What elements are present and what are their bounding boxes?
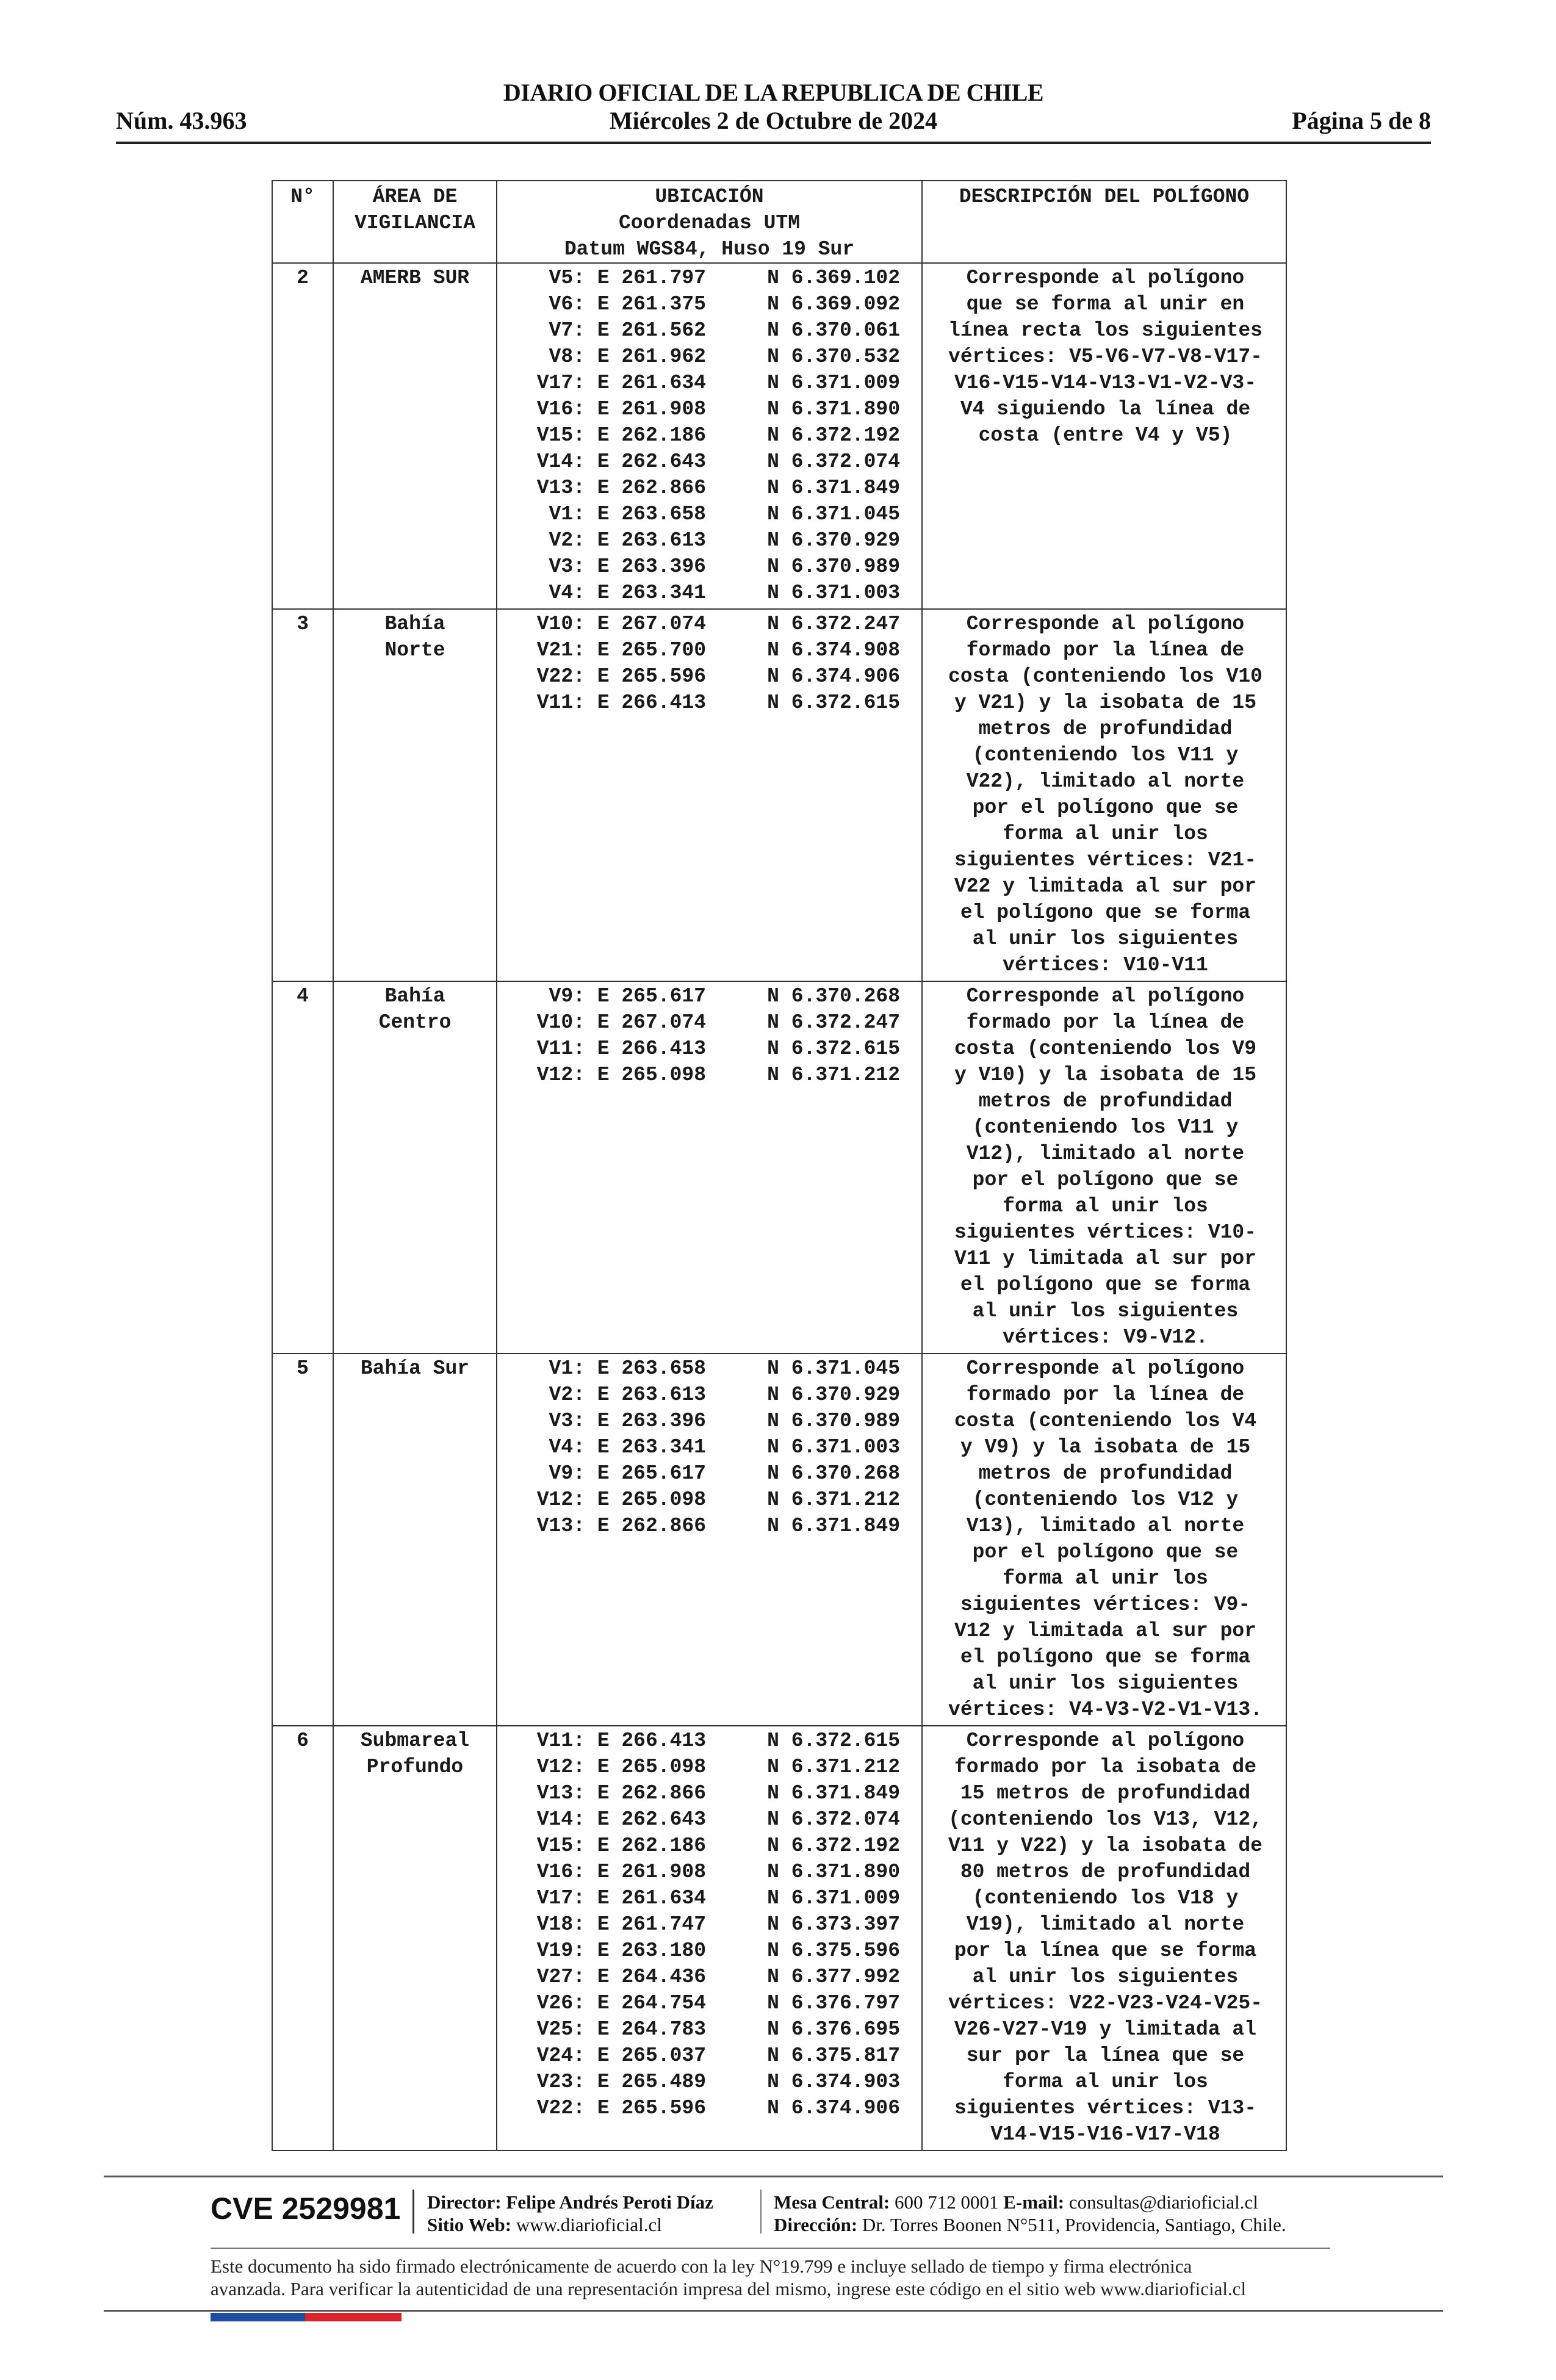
vertex-easting: V14: E 262.643 [536,450,706,473]
vertex-easting: V15: E 262.186 [536,424,706,447]
vertex-northing: N 6.370.929 [767,529,900,552]
vertex-easting: V27: E 264.436 [536,1966,706,1988]
cve-code: CVE 2529981 [211,2191,401,2226]
description-line: Corresponde al polígono [966,1729,1245,1752]
vertex-coordinates [497,609,922,981]
description-line: formado por la línea de [966,639,1245,662]
page-number: Página 5 de 8 [1292,107,1431,134]
description-line: V26-V27-V19 y limitada al [954,2018,1257,2041]
vertex-row [501,1990,918,2016]
table-row [272,609,1286,981]
vertex-northing: N 6.371.849 [767,1515,900,1537]
vertex-northing: N 6.374.906 [767,2097,900,2119]
description-line: vértices: V5-V6-V7-V8-V17- [948,345,1262,368]
vertex-row [501,501,918,527]
email-link[interactable]: consultas@diarioficial.cl [1068,2191,1258,2213]
vertex-northing: N 6.371.890 [767,398,900,420]
vertex-northing: N 6.372.192 [767,424,900,447]
vertex-easting: V26: E 264.754 [536,1992,706,2014]
description-line: forma al unir los [1003,1195,1208,1217]
footer-mid-rule [211,2248,1330,2249]
vertex-northing: N 6.371.212 [767,1488,900,1511]
flag-stripe-blue [211,2313,305,2321]
row-number: 6 [272,1726,333,2151]
legal-notice [211,2255,1370,2300]
vertex-row [501,983,918,1009]
description-line: al unir los siguientes [972,1966,1239,1988]
vertex-row [501,449,918,475]
vertex-easting: V5: E 261.797 [549,267,706,289]
vertex-northing: N 6.369.092 [767,293,900,316]
description-line: por el polígono que se [972,1541,1239,1563]
vertex-row [501,370,918,396]
vertex-row [501,1009,918,1036]
vertex-easting: V19: E 263.180 [536,1939,706,1962]
description-line: formado por la línea de [966,1383,1245,1406]
vertex-easting: V23: E 265.489 [536,2071,706,2093]
description-line: vértices: V22-V23-V24-V25- [948,1992,1262,2014]
vertex-row [501,1780,918,1806]
description-line: forma al unir los [1003,1567,1208,1590]
vertex-easting: V9: E 265.617 [549,985,706,1008]
vertex-easting: V4: E 263.341 [549,1436,706,1459]
vertex-northing: N 6.371.009 [767,372,900,394]
description-line: V11 y V22) y la isobata de [948,1834,1262,1857]
table-row [272,1354,1286,1726]
description-line: (conteniendo los V11 y [972,744,1239,766]
description-line: costa (conteniendo los V4 [954,1410,1257,1432]
vertex-northing: N 6.372.615 [767,1729,900,1752]
vertex-northing: N 6.371.045 [767,503,900,525]
vertex-northing: N 6.371.849 [767,477,900,499]
legal-line: avanzada. Para verificar la autenticidad de una representación impresa del mismo, ingrese este código en el sitio web www.diarioficial.cl [211,2278,1247,2299]
area-name [333,263,497,609]
vertex-northing: N 6.370.268 [767,985,900,1008]
area-name [333,1726,497,2151]
vertex-row [501,1062,918,1088]
description-line: V14-V15-V16-V17-V18 [990,2123,1220,2146]
vertex-row [501,2043,918,2069]
vertex-coordinates [497,263,922,609]
description-line: metros de profundidad [978,1462,1233,1485]
vertex-row [501,344,918,370]
row-number: 2 [272,263,333,609]
director-name: Felipe Andrés Peroti Díaz [506,2191,713,2213]
header-n: N° [272,181,333,263]
vertex-row [501,611,918,637]
description-line: (conteniendo los V12 y [972,1488,1239,1511]
vertex-row [501,1754,918,1780]
vertex-northing: N 6.370.268 [767,1462,900,1485]
vertex-easting: V3: E 263.396 [549,1410,706,1432]
vertex-northing: N 6.370.532 [767,345,900,368]
description-line: costa (conteniendo los V9 [954,1037,1257,1060]
site-link[interactable]: www.diarioficial.cl [516,2214,662,2235]
vertex-northing: N 6.371.003 [767,582,900,604]
vertex-northing: N 6.372.074 [767,1808,900,1831]
description-line: 80 metros de profundidad [960,1861,1251,1883]
description-line: por el polígono que se [972,796,1239,819]
vertex-row [501,690,918,716]
vertex-easting: V3: E 263.396 [549,555,706,578]
description-line: al unir los siguientes [972,1672,1239,1695]
area-name [333,1354,497,1726]
description-line: línea recta los siguientes [948,319,1262,342]
description-line: V22), limitado al norte [966,770,1245,793]
description-line: V12), limitado al norte [966,1142,1245,1165]
header-area-line: ÁREA DE [372,186,458,208]
row-number: 3 [272,609,333,981]
description-line: forma al unir los [1003,2071,1208,2093]
header-ubicacion-line: UBICACIÓN [655,186,764,208]
footer-separator [412,2190,414,2234]
vertex-row [501,554,918,580]
vertex-easting: V17: E 261.634 [536,1887,706,1909]
vertex-northing: N 6.374.903 [767,2071,900,2093]
description-line: siguientes vértices: V13- [954,2097,1257,2119]
vertex-northing: N 6.371.890 [767,1861,900,1883]
vertex-row [501,396,918,422]
site-label: Sitio Web: [427,2214,512,2235]
description-line: sur por la línea que se [966,2044,1245,2067]
description-line: V13), limitado al norte [966,1515,1245,1537]
description-line: costa (conteniendo los V10 [948,665,1262,688]
footer-separator [760,2190,762,2234]
vertex-easting: V25: E 264.783 [536,2018,706,2041]
vertex-easting: V1: E 263.658 [549,503,706,525]
address: Dr. Torres Boonen N°511, Providencia, Santiago, Chile. [862,2214,1286,2235]
vertex-northing: N 6.375.817 [767,2044,900,2067]
vertex-row [501,1487,918,1513]
director-label: Director: [427,2191,502,2213]
vertex-row [501,317,918,344]
vertex-northing: N 6.372.074 [767,450,900,473]
page-header [116,74,1431,146]
description-line: el polígono que se forma [960,1646,1251,1668]
polygon-description [922,1726,1286,2151]
vertex-row [501,1911,918,1938]
description-line: Corresponde al polígono [966,1357,1245,1380]
vertex-row [501,2016,918,2043]
header-area-line: VIGILANCIA [354,212,476,234]
vertex-northing: N 6.370.929 [767,1383,900,1406]
description-line: metros de profundidad [978,1090,1233,1112]
vertex-row [501,2069,918,2095]
vertex-row [501,291,918,317]
vertex-row [501,1938,918,1964]
vertex-northing: N 6.376.797 [767,1992,900,2014]
vertex-northing: N 6.372.247 [767,1011,900,1034]
vertex-row [501,1460,918,1487]
vertex-row [501,580,918,606]
vertex-easting: V7: E 261.562 [549,319,706,342]
vertex-easting: V2: E 263.613 [549,529,706,552]
description-line: y V21) y la isobata de 15 [954,691,1257,714]
area-name-line: Norte [384,639,445,662]
vertex-easting: V15: E 262.186 [536,1834,706,1857]
header-ubicacion [497,181,922,263]
vertex-easting: V6: E 261.375 [549,293,706,316]
vertex-row [501,1806,918,1833]
vertex-easting: V16: E 261.908 [536,398,706,420]
area-name-line: Submareal [360,1729,470,1752]
vertex-row [501,663,918,690]
table-row [272,1726,1286,2151]
vertex-easting: V21: E 265.700 [536,639,706,662]
area-name-line: Centro [378,1011,452,1034]
header-ubicacion-line: Datum WGS84, Huso 19 Sur [564,238,855,261]
publication-title: DIARIO OFICIAL DE LA REPUBLICA DE CHILE [503,79,1044,106]
description-line: (conteniendo los V13, V12, [948,1808,1262,1831]
area-name [333,981,497,1354]
vertex-row [501,1964,918,1990]
vertex-row [501,1382,918,1408]
description-line: V22 y limitada al sur por [954,875,1257,898]
vertex-northing: N 6.369.102 [767,267,900,289]
vertex-northing: N 6.374.906 [767,665,900,688]
description-line: el polígono que se forma [960,1274,1251,1296]
legal-line: Este documento ha sido firmado electrónicamente de acuerdo con la ley N°19.799 e incluye sellado de tiempo y firma electrónica [211,2256,1192,2277]
vigilance-areas-table [272,180,1287,2151]
header-descripcion: DESCRIPCIÓN DEL POLÍGONO [922,181,1286,263]
area-name-line: Bahía [384,613,445,635]
description-line: formado por la isobata de [954,1756,1257,1778]
vertex-easting: V13: E 262.866 [536,477,706,499]
flag-stripe-red [305,2313,402,2321]
vertex-easting: V11: E 266.413 [536,1729,706,1752]
area-name-line: Bahía Sur [360,1357,470,1380]
vertex-easting: V10: E 267.074 [536,1011,706,1034]
description-line: por la línea que se forma [954,1939,1257,1962]
mesa-label: Mesa Central: [774,2191,890,2213]
description-line: forma al unir los [1003,823,1208,845]
description-line: (conteniendo los V18 y [972,1887,1239,1909]
vertex-northing: N 6.376.695 [767,2018,900,2041]
description-line: V11 y limitada al sur por [954,1247,1257,1270]
description-line: por el polígono que se [972,1169,1239,1191]
vertex-northing: N 6.371.045 [767,1357,900,1380]
vertex-easting: V1: E 263.658 [549,1357,706,1380]
table-header-row [272,181,1286,263]
vertex-easting: V13: E 262.866 [536,1782,706,1805]
vertex-row [501,1434,918,1460]
vertex-northing: N 6.370.061 [767,319,900,342]
vertex-northing: N 6.372.247 [767,613,900,635]
description-line: vértices: V4-V3-V2-V1-V13. [948,1698,1262,1721]
description-line: costa (entre V4 y V5) [978,424,1233,447]
vertex-easting: V12: E 265.098 [536,1488,706,1511]
vertex-northing: N 6.374.908 [767,639,900,662]
description-line: 15 metros de profundidad [960,1782,1251,1805]
description-line: y V9) y la isobata de 15 [960,1436,1251,1459]
vertex-northing: N 6.371.009 [767,1887,900,1909]
vertex-row [501,1728,918,1754]
contact-block [774,2191,1286,2236]
row-number: 4 [272,981,333,1354]
vertex-easting: V11: E 266.413 [536,1037,706,1060]
description-line: el polígono que se forma [960,901,1251,924]
vertex-easting: V12: E 265.098 [536,1756,706,1778]
address-label: Dirección: [774,2214,858,2235]
header-ubicacion-line: Coordenadas UTM [618,212,801,234]
vertex-northing: N 6.377.992 [767,1966,900,1988]
vertex-easting: V16: E 261.908 [536,1861,706,1883]
description-line: siguientes vértices: V9- [960,1593,1251,1616]
description-line: siguientes vértices: V21- [954,849,1257,871]
vertex-easting: V18: E 261.747 [536,1913,706,1936]
vertex-northing: N 6.372.192 [767,1834,900,1857]
description-line: que se forma al unir en [966,293,1245,316]
vertex-northing: N 6.371.212 [767,1064,900,1086]
vertex-row [501,422,918,449]
vertex-row [501,1355,918,1382]
vertex-easting: V17: E 261.634 [536,372,706,394]
vertex-easting: V4: E 263.341 [549,582,706,604]
description-line: Corresponde al polígono [966,985,1245,1008]
vertex-row [501,1833,918,1859]
vertex-row [501,1408,918,1434]
polygon-description [922,609,1286,981]
footer-top-rule [104,2176,1443,2177]
header-rule [116,142,1431,144]
area-name-line: Bahía [384,985,445,1008]
vertex-coordinates [497,981,922,1354]
vertex-easting: V8: E 261.962 [549,345,706,368]
table-body [272,263,1286,2151]
footer-bottom-rule [104,2310,1443,2312]
description-line: (conteniendo los V11 y [972,1116,1239,1139]
description-line: formado por la línea de [966,1011,1245,1034]
description-line: y V10) y la isobata de 15 [954,1064,1257,1086]
vertex-northing: N 6.370.989 [767,555,900,578]
vertex-easting: V13: E 262.866 [536,1515,706,1537]
description-line: vértices: V9-V12. [1003,1326,1208,1349]
polygon-description [922,981,1286,1354]
vertex-row [501,1513,918,1539]
description-line: V19), limitado al norte [966,1913,1245,1936]
polygon-description [922,1354,1286,1726]
area-name-line: AMERB SUR [360,267,470,289]
polygon-description [922,263,1286,609]
table-row [272,981,1286,1354]
vertex-easting: V11: E 266.413 [536,691,706,714]
vertex-easting: V22: E 265.596 [536,2097,706,2119]
vertex-easting: V22: E 265.596 [536,665,706,688]
description-line: al unir los siguientes [972,1300,1239,1322]
issue-date: Miércoles 2 de Octubre de 2024 [609,107,938,134]
vertex-easting: V24: E 265.037 [536,2044,706,2067]
description-line: V16-V15-V14-V13-V1-V2-V3- [954,372,1257,394]
vertex-northing: N 6.371.003 [767,1436,900,1459]
row-number: 5 [272,1354,333,1726]
vertex-row [501,1885,918,1911]
vertex-northing: N 6.375.596 [767,1939,900,1962]
header-area [333,181,497,263]
issue-number: Núm. 43.963 [116,107,247,134]
area-name-line: Profundo [366,1756,464,1778]
description-line: V4 siguiendo la línea de [960,398,1251,420]
vertex-easting: V2: E 263.613 [549,1383,706,1406]
vertex-row [501,637,918,663]
vertex-row [501,2095,918,2121]
vertex-row [501,527,918,554]
table-row [272,263,1286,609]
vertex-easting: V12: E 265.098 [536,1064,706,1086]
description-line: siguientes vértices: V10- [954,1221,1257,1244]
vertex-row [501,265,918,291]
vertex-northing: N 6.371.212 [767,1756,900,1778]
vertex-row [501,1859,918,1885]
description-line: Corresponde al polígono [966,613,1245,635]
description-line: vértices: V10-V11 [1003,954,1208,976]
vertex-row [501,475,918,501]
vertex-row [501,1036,918,1062]
vertex-easting: V14: E 262.643 [536,1808,706,1831]
vertex-northing: N 6.370.989 [767,1410,900,1432]
vertex-northing: N 6.373.397 [767,1913,900,1936]
vertex-northing: N 6.371.849 [767,1782,900,1805]
vertex-coordinates [497,1726,922,2151]
vertex-easting: V9: E 265.617 [549,1462,706,1485]
description-line: al unir los siguientes [972,928,1239,950]
mesa-phone: 600 712 0001 [895,2191,999,2213]
description-line: V12 y limitada al sur por [954,1620,1257,1642]
description-line: metros de profundidad [978,718,1233,740]
description-line: Corresponde al polígono [966,267,1245,289]
area-name [333,609,497,981]
director-block [427,2191,713,2236]
vigilance-areas-table-wrapper [272,180,1286,2151]
vertex-coordinates [497,1354,922,1726]
vertex-easting: V10: E 267.074 [536,613,706,635]
vertex-northing: N 6.372.615 [767,691,900,714]
email-label: E-mail: [1003,2191,1065,2213]
vertex-northing: N 6.372.615 [767,1037,900,1060]
